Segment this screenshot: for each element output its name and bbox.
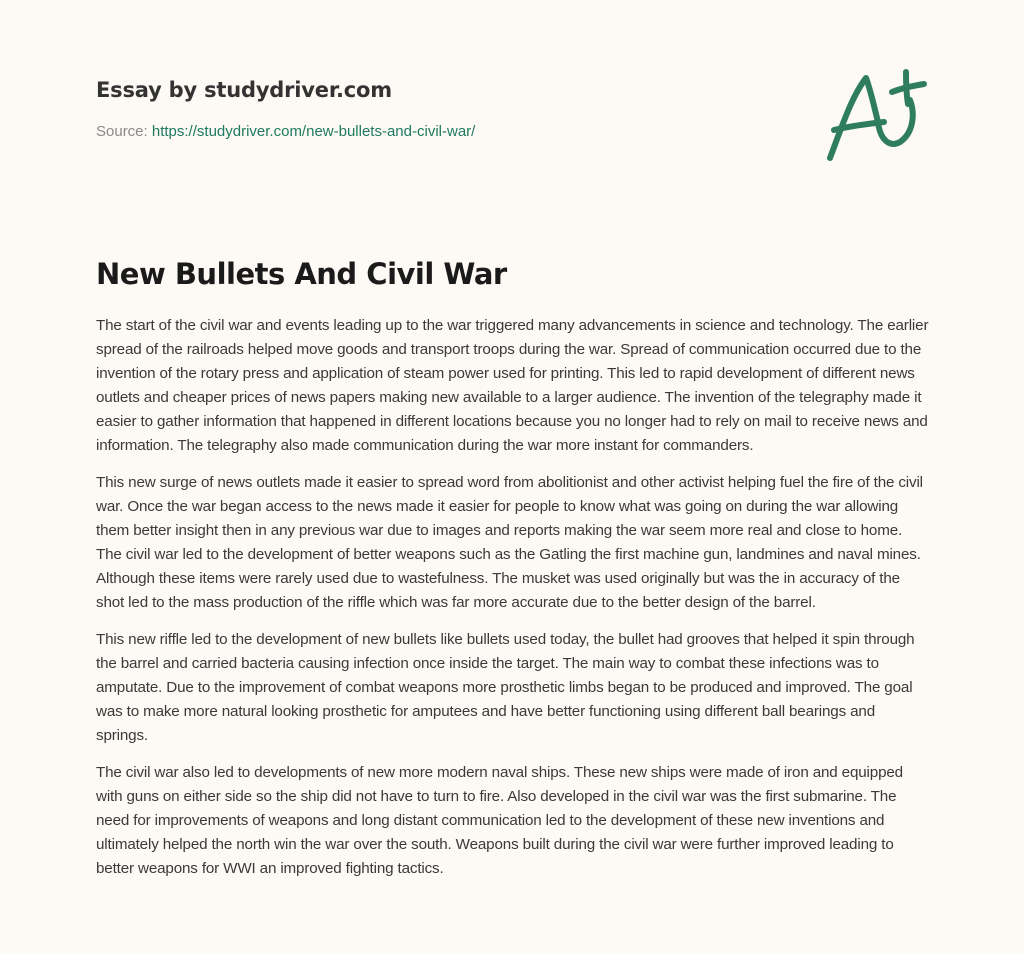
a-plus-grade-icon bbox=[820, 66, 930, 166]
essay-paragraph: This new riffle led to the development of new bullets like bullets used today, the bullet had grooves that helped it spin through the barrel and carried bacteria causing infection once inside the target. The main way to combat these infections was to amputate. Due to the improvement of combat weapons more prosthetic limbs began to be produced and improved. The goal was to make more natural looking prosthetic for amputees and have better functioning using different ball bearings and springs. bbox=[96, 631, 915, 744]
essay-title: New Bullets And Civil War bbox=[96, 257, 507, 291]
essay-body bbox=[96, 314, 930, 894]
source-link[interactable]: https://studydriver.com/new-bullets-and-civil-war/ bbox=[151, 123, 476, 140]
page-header bbox=[96, 72, 796, 142]
site-title: Essay by studydriver.com bbox=[96, 78, 392, 102]
source-line bbox=[96, 122, 796, 142]
source-label: Source: bbox=[96, 123, 148, 140]
essay-paragraph: This new surge of news outlets made it easier to spread word from abolitionist and other activist helping fuel the fire of the civil war. Once the war began access to the news made it easier for people to know what was going on during the war allowing them better insight then in any previous war due to images and reports making the war seem more real and close to home. The civil war led to the development of better weapons such as the Gatling the first machine gun, landmines and naval mines. Although these items were rarely used due to wastefulness. The musket was used originally but was the in accuracy of the shot led to the mass production of the riffle which was far more accurate due to the better design of the barrel. bbox=[96, 474, 923, 611]
essay-paragraph: The start of the civil war and events leading up to the war triggered many advancements in science and technology. The earlier spread of the railroads helped move goods and transport troops during the war. Spread of communication occurred due to the invention of the rotary press and application of steam power used for printing. This led to rapid development of different news outlets and cheaper prices of news papers making new available to a larger audience. The invention of the telegraphy made it easier to gather information that happened in different locations because you no longer had to rely on mail to receive news and information. The telegraphy also made communication during the war more instant for commanders. bbox=[96, 317, 929, 454]
essay-paragraph: The civil war also led to developments of new more modern naval ships. These new ships were made of iron and equipped with guns on either side so the ship did not have to turn to fire. Also developed in the civil war was the first submarine. The need for improvements of weapons and long distant communication led to the development of these new inventions and ultimately helped the north win the war over the south. Weapons built during the civil war were further improved leading to better weapons for WWI an improved fighting tactics. bbox=[96, 764, 903, 877]
